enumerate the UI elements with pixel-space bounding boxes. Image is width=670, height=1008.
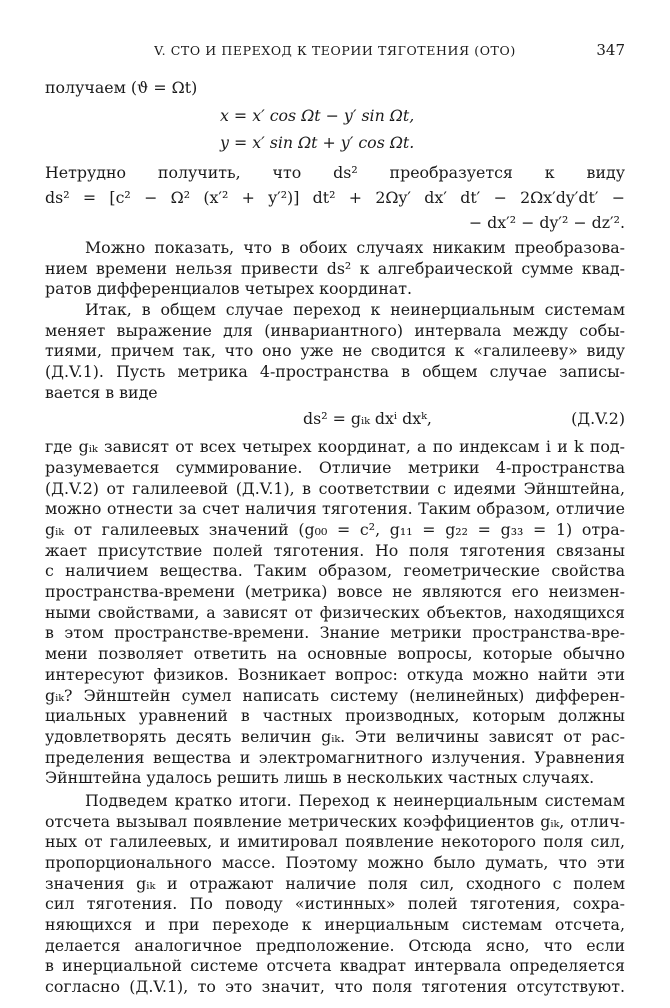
text-line: где gᵢₖ зависят от всех четырех координат, а по индексам i и k под- xyxy=(45,437,625,457)
text-line: пространства-времени (метрика) вовсе не являются его неизмен- xyxy=(45,582,625,601)
text-line: вается в виде xyxy=(45,382,158,402)
page-number: 347 xyxy=(596,41,625,59)
text-line: няющихся и при переходе к инерциальным системам отсчета, xyxy=(45,914,625,934)
text-line: ных от галилеевых, и имитировал появление некоторого поля сил, xyxy=(45,832,625,852)
text-line: отсчета вызывал появление метрических коэффициентов gᵢₖ, отлич- xyxy=(45,811,625,831)
text-line: (Д.V.2) от галилеевой (Д.V.1), в соответствии с идеями Эйнштейна, xyxy=(45,478,625,498)
equation-line: y = x′ sin Ωt + y′ cos Ωt. xyxy=(220,132,415,152)
text-line: удовлетворять десять величин gᵢₖ. Эти величины зависят от рас- xyxy=(45,726,625,746)
text-line: циальных уравнений в частных производных, которым должны xyxy=(45,706,625,726)
text-line: жает присутствие полей тяготения. Но поля тяготения связаны xyxy=(45,540,625,560)
text-line: Эйнштейна удалось решить лишь в нескольких частных случаях. xyxy=(45,768,595,788)
text-line: с наличием вещества. Таким образом, геометрические свойства xyxy=(45,561,625,581)
text-line: разумевается суммирование. Отличие метрики 4-пространства xyxy=(45,457,625,477)
text-line: нием времени нельзя привести ds² к алгебраической сумме квад- xyxy=(45,258,625,278)
text-line: меняет выражение для (инвариантного) интервала между собы- xyxy=(45,320,625,340)
equation-line: ds² = [c² − Ω² (x′² + y′²)] dt² + 2Ωy′ dx′ dt′ − 2Ωx′dy′dt′ − xyxy=(45,188,625,207)
text-line: тиями, причем так, что оно уже не сводится к «галилееву» виду xyxy=(45,341,625,361)
equation-d-v-2 xyxy=(45,407,625,431)
running-title: V. СТО И ПЕРЕХОД К ТЕОРИИ ТЯГОТЕНИЯ (ОТО) xyxy=(154,43,516,58)
text-line: Итак, в общем случае переход к неинерциальным системам xyxy=(85,299,625,319)
text-line: ными свойствами, а зависят от физических объектов, находящихся xyxy=(45,602,625,622)
text-line: gᵢₖ? Эйнштейн сумел написать систему (нелинейных) дифферен- xyxy=(45,685,625,705)
text-line: пределения вещества и электромагнитного излучения. Уравнения xyxy=(45,747,625,767)
text-line: получаем (ϑ = Ωt) xyxy=(45,78,198,97)
text-line: делается аналогичное предположение. Отсюда ясно, что если xyxy=(45,935,625,955)
text-line: Нетрудно получить, что ds² преобразуется к виду xyxy=(45,162,625,182)
text-line: (Д.V.1). Пусть метрика 4-пространства в общем случае записы- xyxy=(45,362,625,381)
text-line: Можно показать, что в обоих случаях никаким преобразова- xyxy=(85,237,625,257)
text-line: в инерциальной системе отсчета квадрат интервала определяется xyxy=(45,956,625,976)
text-line: пропорционального массе. Поэтому можно было думать, что эти xyxy=(45,852,625,872)
equation-line: x = x′ cos Ωt − y′ sin Ωt, xyxy=(220,106,415,126)
text-line: значения gᵢₖ и отражают наличие поля сил, сходного с полем xyxy=(45,873,625,893)
equation-number: (Д.V.2) xyxy=(571,409,625,428)
equation-line: − dx′² − dy′² − dz′². xyxy=(468,213,625,233)
text-line: согласно (Д.V.1), то это значит, что поля тяготения отсутствуют. xyxy=(45,977,625,996)
text-line: в этом пространстве-времени. Знание метрики пространства-вре- xyxy=(45,623,625,643)
text-line: ратов дифференциалов четырех координат. xyxy=(45,279,413,299)
text-line: мени позволяет ответить на основные вопросы, которые обычно xyxy=(45,644,625,664)
text-line: сил тяготения. По поводу «истинных» полей тяготения, сохра- xyxy=(45,894,625,914)
metric-formula: ds² = gᵢₖ dxⁱ dxᵏ, xyxy=(303,409,432,428)
text-line: gᵢₖ от галилеевых значений (g₀₀ = c², g₁₁ = g₂₂ = g₃₃ = 1) отра- xyxy=(45,520,625,539)
text-line: Подведем кратко итоги. Переход к неинерциальным системам xyxy=(85,790,625,810)
text-line: можно отнести за счет наличия тяготения. Таким образом, отличие xyxy=(45,499,625,519)
text-line: интересуют физиков. Возникает вопрос: откуда можно найти эти xyxy=(45,664,625,684)
running-header xyxy=(45,40,625,62)
